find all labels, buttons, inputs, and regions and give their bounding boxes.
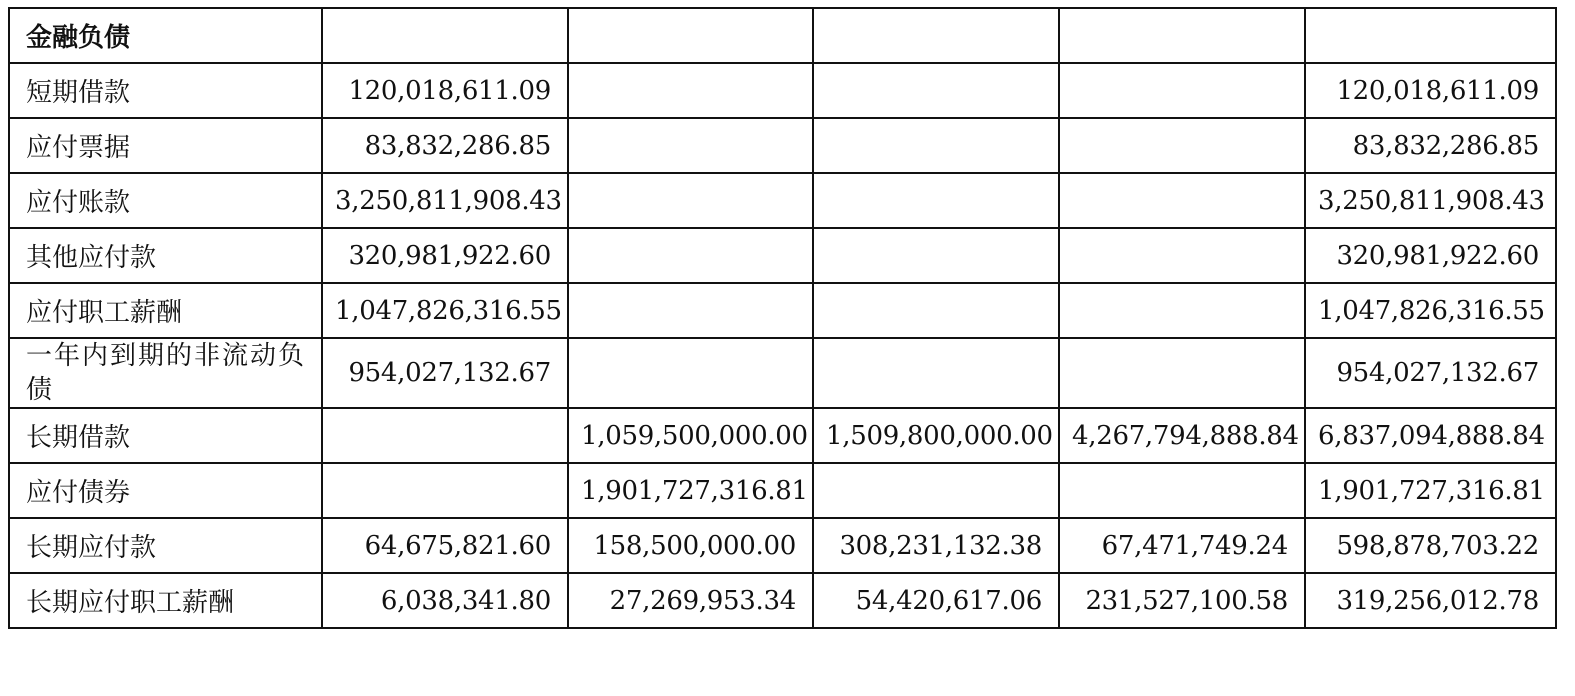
- row-label: 其他应付款: [9, 228, 322, 283]
- cell: 954,027,132.67: [322, 338, 568, 408]
- cell: [1059, 8, 1305, 63]
- cell: [813, 118, 1059, 173]
- cell: [568, 63, 813, 118]
- cell: 1,059,500,000.00: [568, 408, 813, 463]
- cell: [813, 463, 1059, 518]
- cell-total: 1,901,727,316.81: [1305, 463, 1556, 518]
- table-row: [9, 338, 1556, 408]
- cell-total: 83,832,286.85: [1305, 118, 1556, 173]
- cell: 1,047,826,316.55: [322, 283, 568, 338]
- row-label: 金融负债: [9, 8, 322, 63]
- cell: 1,509,800,000.00: [813, 408, 1059, 463]
- cell: 3,250,811,908.43: [322, 173, 568, 228]
- cell: [1059, 228, 1305, 283]
- table-row: [9, 118, 1556, 173]
- cell: 64,675,821.60: [322, 518, 568, 573]
- cell: [568, 228, 813, 283]
- cell-total: [1305, 8, 1556, 63]
- cell: [1059, 463, 1305, 518]
- cell: [568, 118, 813, 173]
- cell: 83,832,286.85: [322, 118, 568, 173]
- cell: [813, 63, 1059, 118]
- cell-total: 120,018,611.09: [1305, 63, 1556, 118]
- row-label: 长期应付职工薪酬: [9, 573, 322, 628]
- cell: [322, 408, 568, 463]
- cell: 320,981,922.60: [322, 228, 568, 283]
- cell: 27,269,953.34: [568, 573, 813, 628]
- cell: [813, 173, 1059, 228]
- cell-total: 954,027,132.67: [1305, 338, 1556, 408]
- cell: [813, 8, 1059, 63]
- row-label: 应付债券: [9, 463, 322, 518]
- cell-total: 320,981,922.60: [1305, 228, 1556, 283]
- cell: [1059, 118, 1305, 173]
- table-row: [9, 573, 1556, 628]
- financial-liabilities-table: [8, 7, 1557, 629]
- row-label: 应付职工薪酬: [9, 283, 322, 338]
- cell: 308,231,132.38: [813, 518, 1059, 573]
- table-row: [9, 63, 1556, 118]
- cell: 6,038,341.80: [322, 573, 568, 628]
- table-row: [9, 408, 1556, 463]
- table-row-header: [9, 8, 1556, 63]
- row-label: 一年内到期的非流动负债: [9, 338, 322, 408]
- cell: 231,527,100.58: [1059, 573, 1305, 628]
- table-row: [9, 518, 1556, 573]
- cell: [1059, 283, 1305, 338]
- cell-total: 319,256,012.78: [1305, 573, 1556, 628]
- cell-total: 3,250,811,908.43: [1305, 173, 1556, 228]
- cell: 120,018,611.09: [322, 63, 568, 118]
- cell: [568, 8, 813, 63]
- cell: [1059, 173, 1305, 228]
- cell: [322, 8, 568, 63]
- cell-total: 598,878,703.22: [1305, 518, 1556, 573]
- table-row: [9, 463, 1556, 518]
- cell: 4,267,794,888.84: [1059, 408, 1305, 463]
- cell-total: 1,047,826,316.55: [1305, 283, 1556, 338]
- cell: 54,420,617.06: [813, 573, 1059, 628]
- table-row: [9, 173, 1556, 228]
- cell: [813, 228, 1059, 283]
- cell: [1059, 338, 1305, 408]
- cell-total: 6,837,094,888.84: [1305, 408, 1556, 463]
- cell: [1059, 63, 1305, 118]
- row-label: 长期应付款: [9, 518, 322, 573]
- row-label: 短期借款: [9, 63, 322, 118]
- cell: [813, 283, 1059, 338]
- cell: [322, 463, 568, 518]
- cell: [568, 283, 813, 338]
- row-label: 长期借款: [9, 408, 322, 463]
- row-label: 应付票据: [9, 118, 322, 173]
- cell: [568, 338, 813, 408]
- table-row: [9, 228, 1556, 283]
- cell: [568, 173, 813, 228]
- cell: 158,500,000.00: [568, 518, 813, 573]
- cell: 67,471,749.24: [1059, 518, 1305, 573]
- cell: 1,901,727,316.81: [568, 463, 813, 518]
- table-row: [9, 283, 1556, 338]
- row-label: 应付账款: [9, 173, 322, 228]
- cell: [813, 338, 1059, 408]
